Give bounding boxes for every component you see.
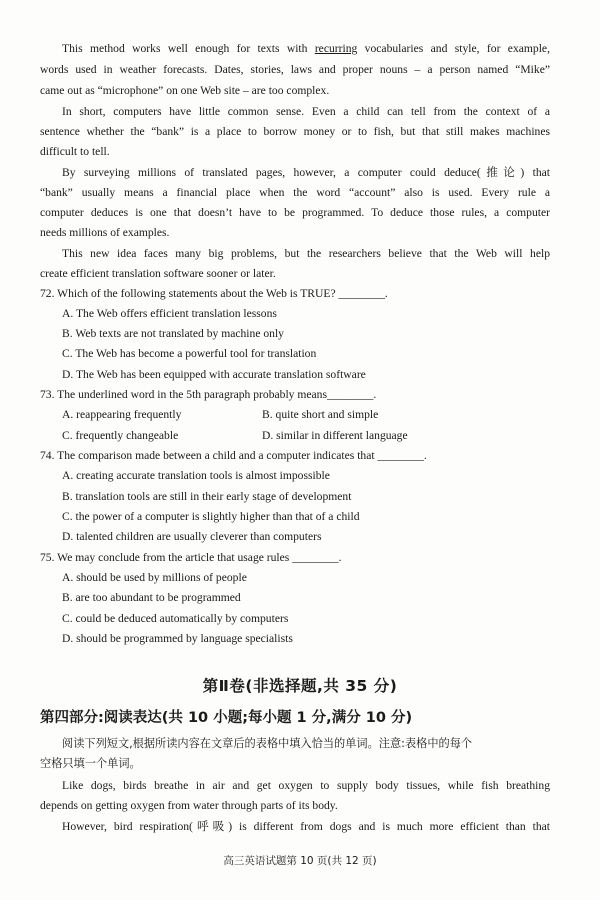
answer-option: C. frequently changeable bbox=[62, 429, 179, 442]
passage-line: However, bird respiration(呼吸) is different from dogs and is much more efficient than that bbox=[62, 820, 550, 833]
answer-option: B. quite short and simple bbox=[262, 408, 379, 421]
passage-line: “bank” usually means a financial place when the word “account” also is used. Every rule a bbox=[40, 186, 550, 199]
answer-option: D. The Web has been equipped with accurate translation software bbox=[62, 368, 366, 381]
passage-line: This new idea faces many big problems, but the researchers believe that the Web will help bbox=[62, 247, 550, 260]
answer-option: C. could be deduced automatically by computers bbox=[62, 612, 289, 625]
passage-line: This method works well enough for texts with recurring vocabularies and style, for example, bbox=[62, 42, 550, 55]
passage-line: sentence whether the “bank” is a place to borrow money or to fish, but that still makes machines bbox=[40, 125, 550, 138]
answer-option: D. talented children are usually cleverer than computers bbox=[62, 530, 322, 543]
page-footer: 高三英语试题第 10 页(共 12 页) bbox=[223, 855, 377, 867]
passage-line: difficult to tell. bbox=[40, 145, 110, 158]
answer-option: A. should be used by millions of people bbox=[62, 571, 247, 584]
passage-line: create efficient translation software sooner or later. bbox=[40, 267, 276, 280]
answer-option: B. translation tools are still in their early stage of development bbox=[62, 490, 352, 503]
passage-line: needs millions of examples. bbox=[40, 226, 170, 239]
question-stem: 73. The underlined word in the 5th paragraph probably means________. bbox=[40, 388, 377, 401]
answer-option-row bbox=[62, 408, 482, 422]
answer-option: D. should be programmed by language specialists bbox=[62, 632, 293, 645]
passage-line: came out as “microphone” on one Web site – are too complex. bbox=[40, 84, 330, 97]
question-stem: 75. We may conclude from the article that usage rules ________. bbox=[40, 551, 342, 564]
answer-option: B. are too abundant to be programmed bbox=[62, 591, 241, 604]
answer-option: A. creating accurate translation tools is almost impossible bbox=[62, 469, 330, 482]
instructions-line: 空格只填一个单词。 bbox=[40, 757, 141, 770]
instructions-line: 阅读下列短文,根据所读内容在文章后的表格中填入恰当的单词。注意:表格中的每个 bbox=[62, 737, 473, 750]
question-stem: 74. The comparison made between a child and a computer indicates that ________. bbox=[40, 449, 427, 462]
answer-option-row bbox=[62, 429, 482, 443]
answer-option: B. Web texts are not translated by machine only bbox=[62, 327, 284, 340]
part-title: 第四部分:阅读表达(共 10 小题;每小题 1 分,满分 10 分) bbox=[40, 710, 413, 726]
passage-line: depends on getting oxygen from water through parts of its body. bbox=[40, 799, 338, 812]
passage-line: Like dogs, birds breathe in air and get oxygen to supply body tissues, while fish breathing bbox=[62, 779, 550, 792]
question-stem: 72. Which of the following statements about the Web is TRUE? ________. bbox=[40, 287, 388, 300]
answer-option: D. similar in different language bbox=[262, 429, 408, 442]
passage-line: computer deduces is one that doesn’t have to be programmed. To deduce those rules, a computer bbox=[40, 206, 550, 219]
underlined-word: recurring bbox=[314, 42, 358, 55]
passage-line: By surveying millions of translated pages, however, a computer could deduce(推论) that bbox=[62, 166, 550, 179]
section-title: 第Ⅱ卷(非选择题,共 35 分) bbox=[202, 677, 398, 695]
answer-option: A. reappearing frequently bbox=[62, 408, 182, 421]
passage-line: words used in weather forecasts. Dates, stories, laws and proper nouns – a person named “Mike” bbox=[40, 63, 550, 76]
passage-line: In short, computers have little common sense. Even a child can tell from the context of a bbox=[62, 105, 550, 118]
answer-option: A. The Web offers efficient translation lessons bbox=[62, 307, 277, 320]
answer-option: C. The Web has become a powerful tool for translation bbox=[62, 347, 317, 360]
answer-option: C. the power of a computer is slightly higher than that of a child bbox=[62, 510, 360, 523]
